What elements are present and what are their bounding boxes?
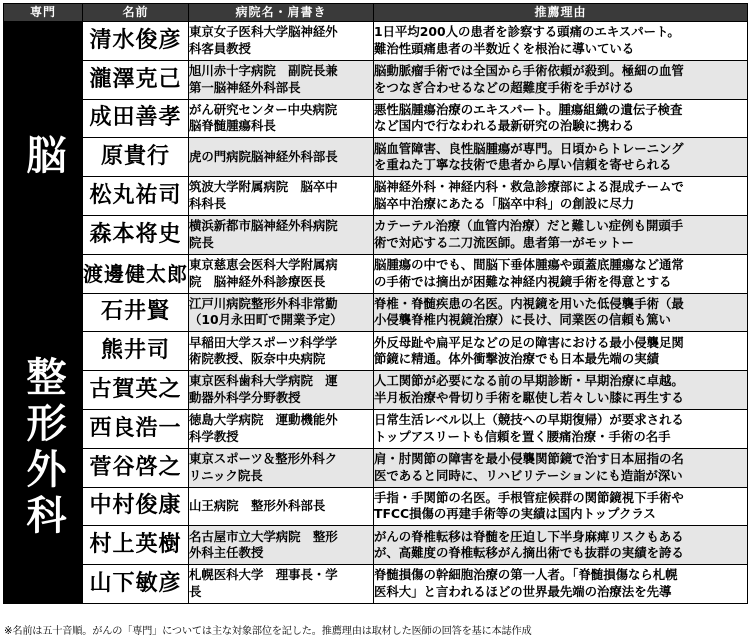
table-row — [4, 177, 748, 216]
recommendation-reason: 日常生活レベル以上（競技への早期復帰）が要求される トップアスリートも信頼を置く腰痛治療・手術の名手 — [374, 409, 748, 448]
doctor-name: 渡邊健太郎 — [83, 254, 189, 293]
table-row — [4, 22, 748, 61]
doctor-name: 原貴行 — [83, 138, 189, 177]
doctor-name: 瀧澤克己 — [83, 60, 189, 99]
recommendation-reason: 人工関節が必要になる前の早期診断・早期治療に卓越。 半月板治療や骨切り手術を駆使し若々しい膝に再生する — [374, 371, 748, 410]
recommendation-reason: 悪性脳腫瘍治療のエキスパート。腫瘍組織の遺伝子検査 など国内で行なわれる最新研究の治験に携わる — [374, 99, 748, 138]
header-name: 名前 — [83, 4, 189, 22]
hospital-title: 札幌医科大学 理事長・学 長 — [189, 565, 374, 604]
table-header — [4, 4, 748, 22]
table-row — [4, 60, 748, 99]
recommendation-reason: 手指・手関節の名医。手根管症候群の関節鏡視下手術や TFCC損傷の再建手術等の実績は国内トップクラス — [374, 487, 748, 526]
hospital-title: 山王病院 整形外科部長 — [189, 487, 374, 526]
recommendation-reason: 1日平均200人の患者を診察する頭痛のエキスパート。 難治性頭痛患者の半数近くを根治に導いている — [374, 22, 748, 61]
table-row — [4, 99, 748, 138]
specialty-cell: 脳 — [4, 22, 83, 294]
header-specialty: 専門 — [4, 4, 83, 22]
hospital-title: 東京スポーツ＆整形外科ク リニック院長 — [189, 448, 374, 487]
table-row — [4, 332, 748, 371]
recommendation-reason: 脊椎・脊髄疾患の名医。内視鏡を用いた低侵襲手術（最 小侵襲脊椎内視鏡治療）に長け、同業医の信頼も篤い — [374, 293, 748, 332]
recommendation-reason: カテーテル治療（血管内治療）だと難しい症例も開頭手 術で対応する二刀流医師。患者第一がモットー — [374, 215, 748, 254]
doctor-name: 菅谷啓之 — [83, 448, 189, 487]
hospital-title: がん研究センター中央病院 脳脊髄腫瘍科長 — [189, 99, 374, 138]
table-row — [4, 487, 748, 526]
doctor-name: 村上英樹 — [83, 526, 189, 565]
hospital-title: 筑波大学附属病院 脳卒中 科科長 — [189, 177, 374, 216]
footnote: ※名前は五十音順。がんの「専門」については主な対象部位を記した。推薦理由は取材した医師の回答を基に本誌作成 — [4, 626, 532, 637]
recommendation-reason: 肩・肘関節の障害を最小侵襲関節鏡で治す日本屈指の名 医であると同時に、リハビリテーションにも造詣が深い — [374, 448, 748, 487]
table-row — [4, 448, 748, 487]
doctor-name: 熊井司 — [83, 332, 189, 371]
doctor-name: 中村俊康 — [83, 487, 189, 526]
recommendation-reason: 脊髄損傷の幹細胞治療の第一人者。「脊髄損傷なら札幌 医科大」と言われるほどの世界最先端の治療法を先導 — [374, 565, 748, 604]
table-row — [4, 293, 748, 332]
recommendation-reason: 脳神経外科・神経内科・救急診療部による混成チームで 脳卒中治療にあたる「脳卒中科」の創設に尽力 — [374, 177, 748, 216]
table-row — [4, 138, 748, 177]
table-row — [4, 215, 748, 254]
hospital-title: 早稲田大学スポーツ科学学 術院教授、阪奈中央病院 — [189, 332, 374, 371]
table-row — [4, 409, 748, 448]
recommendation-reason: 脳動脈瘤手術では全国から手術依頼が殺到。極細の血管 をつなぎ合わせるなどの超難度手術を手がける — [374, 60, 748, 99]
specialty-cell: 整形外科 — [4, 293, 83, 603]
table-row — [4, 565, 748, 604]
doctor-name: 西良浩一 — [83, 409, 189, 448]
table-row — [4, 526, 748, 565]
recommendation-reason: がんの脊椎転移は脊髄を圧迫し下半身麻痺リスクもある が、高難度の脊椎転移がん摘出術でも抜群の実績を誇る — [374, 526, 748, 565]
hospital-title: 徳島大学病院 運動機能外 科学教授 — [189, 409, 374, 448]
doctor-name: 石井賢 — [83, 293, 189, 332]
table-body — [4, 22, 748, 604]
hospital-title: 東京女子医科大学脳神経外 科客員教授 — [189, 22, 374, 61]
table-row — [4, 254, 748, 293]
hospital-title: 江戸川病院整形外科非常勤 （10月永田町で開業予定） — [189, 293, 374, 332]
hospital-title: 横浜新都市脳神経外科病院 院長 — [189, 215, 374, 254]
recommendation-reason: 脳腫瘍の中でも、間脳下垂体腫瘍や頭蓋底腫瘍など通常 の手術では摘出が困難な神経内視鏡手術を得意とする — [374, 254, 748, 293]
hospital-title: 名古屋市立大学病院 整形 外科主任教授 — [189, 526, 374, 565]
doctor-name: 古賀英之 — [83, 371, 189, 410]
header-reason: 推薦理由 — [374, 4, 748, 22]
hospital-title: 東京慈恵会医科大学附属病 院 脳神経外科診療医長 — [189, 254, 374, 293]
hospital-title: 旭川赤十字病院 副院長兼 第一脳神経外科部長 — [189, 60, 374, 99]
doctor-name: 松丸祐司 — [83, 177, 189, 216]
recommendation-reason: 外反母趾や扁平足などの足の障害における最小侵襲足関 節鏡に精通。体外衝撃波治療でも日本最先端の実績 — [374, 332, 748, 371]
table-row — [4, 371, 748, 410]
recommendation-reason: 脳血管障害、良性脳腫瘍が専門。日頃からトレーニング を重ねた丁寧な技術で患者から厚い信頼を寄せられる — [374, 138, 748, 177]
doctor-table — [3, 3, 748, 604]
hospital-title: 虎の門病院脳神経外科部長 — [189, 138, 374, 177]
doctor-name: 清水俊彦 — [83, 22, 189, 61]
doctor-name: 森本将史 — [83, 215, 189, 254]
doctor-name: 山下敏彦 — [83, 565, 189, 604]
doctor-name: 成田善孝 — [83, 99, 189, 138]
header-hospital: 病院名・肩書き — [189, 4, 374, 22]
hospital-title: 東京医科歯科大学病院 運 動器外科学分野教授 — [189, 371, 374, 410]
